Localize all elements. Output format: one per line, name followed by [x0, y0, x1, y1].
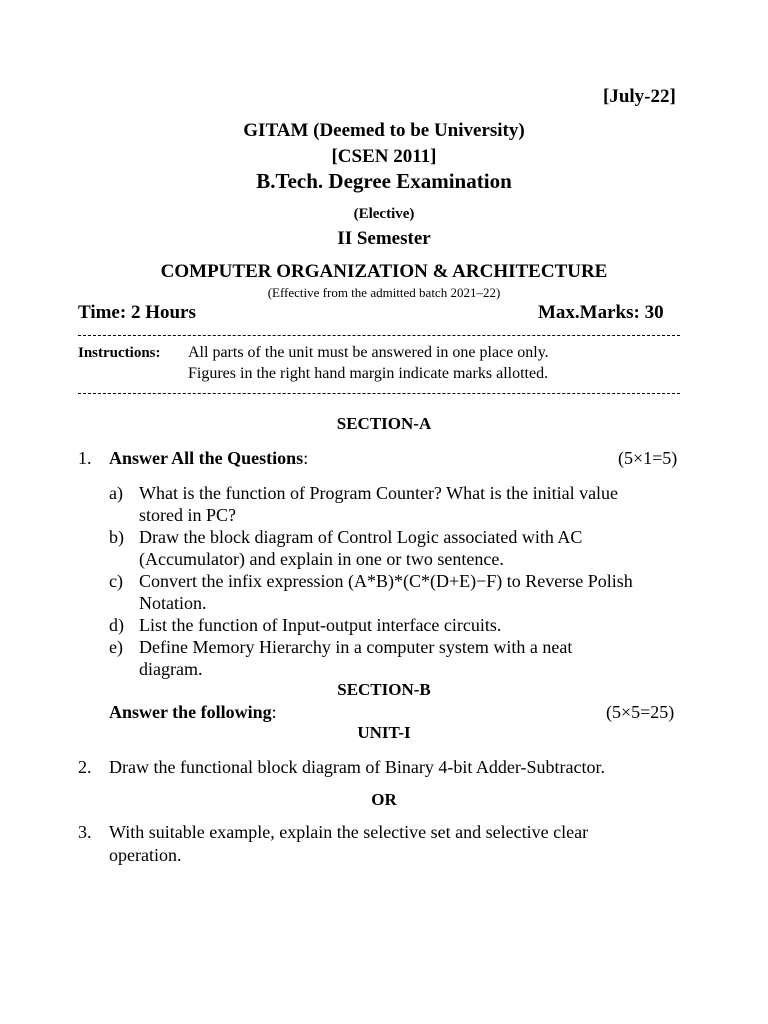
university-name: GITAM (Deemed to be University) [243, 120, 525, 141]
exam-time: Time: 2 Hours [78, 302, 196, 323]
divider-top [78, 335, 680, 336]
question-1-heading-colon: : [303, 448, 309, 468]
exam-title: B.Tech. Degree Examination [256, 169, 512, 193]
divider-bottom [78, 393, 680, 394]
sub-question-e [109, 636, 572, 658]
sub-question-text: List the function of Input-output interface circuits. [139, 615, 502, 635]
section-b-heading-colon: : [271, 702, 277, 722]
unit-title: UNIT-I [357, 723, 411, 742]
section-b-heading [109, 702, 277, 723]
sub-question-label: a) [109, 483, 123, 503]
sub-question-a-cont: stored in PC? [139, 505, 236, 525]
sub-question-label: d) [109, 615, 124, 635]
instruction-line-1: All parts of the unit must be answered in one place only. [188, 344, 549, 361]
instructions-label: Instructions: [78, 345, 161, 361]
sub-question-text: Convert the infix expression (A*B)*(C*(D+E)−F) to Reverse Polish [139, 571, 633, 591]
question-1-heading-text: Answer All the Questions [109, 448, 304, 468]
sub-question-a [109, 482, 618, 504]
course-code: [CSEN 2011] [331, 146, 437, 167]
section-a-title: SECTION-A [336, 414, 432, 433]
sub-question-b-cont: (Accumulator) and explain in one or two sentence. [139, 549, 504, 569]
sub-question-e-cont: diagram. [139, 659, 203, 679]
question-3-text: With suitable example, explain the selective set and selective clear [109, 822, 589, 842]
effective-note: (Effective from the admitted batch 2021–22) [267, 285, 501, 300]
sub-question-d [109, 614, 501, 636]
sub-question-text: What is the function of Program Counter? What is the initial value [139, 483, 619, 503]
sub-question-text: Draw the block diagram of Control Logic associated with AC [139, 527, 583, 547]
section-b-heading-text: Answer the following [109, 702, 272, 722]
sub-question-c-cont: Notation. [139, 593, 207, 613]
question-1-heading [109, 448, 308, 469]
question-3-number: 3. [78, 822, 92, 842]
instruction-line-2: Figures in the right hand margin indicate marks allotted. [188, 365, 549, 382]
sub-question-text: Define Memory Hierarchy in a computer system with a neat [139, 637, 573, 657]
semester-label: II Semester [337, 228, 431, 249]
course-title: COMPUTER ORGANIZATION & ARCHITECTURE [160, 261, 608, 282]
section-b-marks: (5×5=25) [606, 702, 675, 722]
sub-question-b [109, 526, 582, 548]
exam-date: [July-22] [603, 86, 676, 107]
sub-question-label: e) [109, 637, 123, 657]
section-b-title: SECTION-B [337, 680, 431, 699]
sub-question-label: b) [109, 527, 124, 547]
or-separator: OR [371, 790, 397, 809]
question-1-number: 1. [78, 448, 92, 468]
sub-question-c [109, 570, 633, 592]
sub-question-label: c) [109, 571, 123, 591]
max-marks: Max.Marks: 30 [538, 302, 664, 323]
question-2-number: 2. [78, 757, 92, 777]
elective-label: (Elective) [353, 206, 415, 222]
question-3-text-cont: operation. [109, 845, 182, 865]
question-1-marks: (5×1=5) [618, 448, 678, 468]
question-2-text: Draw the functional block diagram of Binary 4-bit Adder-Subtractor. [109, 757, 606, 777]
